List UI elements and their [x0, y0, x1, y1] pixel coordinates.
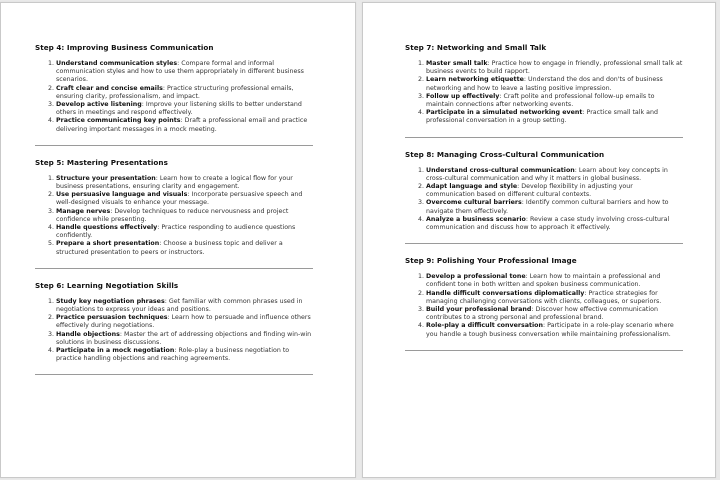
list-item — [56, 347, 313, 363]
item-text: : Develop techniques to reduce nervousness and project confidence while presenting. — [56, 207, 289, 223]
item-title: Use persuasive language and visuals — [56, 191, 188, 199]
item-text: : Learn about key concepts in cross-cultural communication and why it matters in global business. — [426, 166, 668, 182]
item-title: Develop a professional tone — [426, 273, 526, 281]
item-text: : Draft a professional email and practice delivering important messages in a mock meeting. — [56, 117, 308, 133]
page-right — [362, 2, 716, 478]
item-text: : Choose a business topic and deliver a structured presentation to peers or instructors. — [56, 240, 283, 256]
item-text: : Identify common cultural barriers and how to navigate them effectively. — [426, 199, 669, 215]
item-title: Practice communicating key points — [56, 117, 181, 125]
section-divider — [35, 268, 313, 269]
item-title: Understand communication styles — [56, 60, 178, 67]
item-text: : Incorporate persuasive speech and well-designed visuals to enhance your message. — [56, 191, 303, 207]
section-heading: Step 8: Managing Cross-Cultural Communication — [405, 149, 605, 159]
section-divider — [405, 350, 683, 351]
page-left — [0, 2, 356, 478]
section-heading: Step 7: Networking and Small Talk — [405, 43, 547, 52]
step-list — [35, 175, 313, 257]
item-title: Participate in a mock negotiation — [56, 347, 175, 355]
item-text: : Practice responding to audience questions confidently. — [56, 224, 296, 240]
section-step-4 — [35, 43, 313, 134]
section-step-5 — [35, 158, 313, 257]
item-title: Master small talk — [426, 60, 488, 67]
item-title: Learn networking etiquette — [426, 76, 524, 84]
list-item — [426, 273, 683, 289]
section-divider — [405, 137, 683, 138]
item-title: Practice persuasion techniques — [56, 314, 168, 322]
list-item — [56, 60, 313, 85]
item-title: Handle difficult conversations diplomatically — [426, 289, 585, 297]
item-text: : Craft polite and professional follow-up emails to maintain connections after networking events. — [426, 92, 655, 109]
item-text: : Get familiar with common phrases used in negotiations to express your ideas and positions. — [56, 297, 303, 314]
section-divider — [405, 243, 683, 244]
item-title: Role-play a difficult conversation — [426, 322, 543, 330]
item-text: : Role-play a business negotiation to practice handling objections and reaching agreements. — [56, 347, 290, 363]
step-list — [35, 60, 313, 134]
list-item — [426, 306, 683, 322]
list-item — [56, 298, 313, 314]
item-title: Analyze a business scenario — [426, 215, 526, 223]
item-text: : Develop flexibility in adjusting your communication based on different cultural contexts. — [426, 183, 633, 199]
item-text: : Understand the dos and don'ts of business networking and how to leave a lasting positive impression. — [426, 76, 663, 92]
section-heading: Step 5: Mastering Presentations — [35, 157, 168, 167]
section-heading: Step 6: Learning Negotiation Skills — [35, 280, 179, 290]
section-heading: Step 4: Improving Business Communication — [35, 43, 214, 52]
list-item — [56, 240, 313, 256]
item-title: Adapt language and style — [426, 183, 518, 191]
list-item — [426, 76, 683, 92]
list-item — [426, 167, 683, 183]
list-item — [56, 117, 313, 133]
section-heading: Step 9: Polishing Your Professional Image — [405, 256, 577, 266]
item-text: : Learn how to maintain a professional and confident tone in both written and spoken business communication. — [426, 273, 661, 289]
item-title: Participate in a simulated networking event — [426, 109, 583, 117]
list-item — [56, 314, 313, 330]
section-step-8 — [405, 150, 683, 233]
item-text: : Master the art of addressing objections and finding win-win solutions in business discussions. — [56, 330, 312, 346]
item-text: : Participate in a role-play scenario where you handle a tough business conversation while maintaining professionalism. — [426, 322, 674, 338]
item-title: Structure your presentation — [56, 174, 156, 182]
section-divider — [35, 374, 313, 375]
list-item — [426, 183, 683, 199]
item-title: Overcome cultural barriers — [426, 199, 522, 207]
item-title: Handle objections — [56, 330, 120, 338]
item-text: : Practice how to engage in friendly, professional small talk at business events to build rapport. — [426, 60, 683, 76]
item-text: : Practice structuring professional emails, ensuring clarity, professionalism, and impact. — [56, 84, 294, 100]
list-item — [426, 60, 683, 76]
item-text: : Learn how to persuade and influence others effectively during negotiations. — [56, 314, 311, 330]
item-text: : Discover how effective communication contributes to a strong personal and professional brand. — [426, 306, 658, 322]
item-text: : Practice small talk and professional conversation in a group setting. — [426, 109, 659, 125]
item-title: Handle questions effectively — [56, 224, 158, 232]
step-list — [405, 167, 683, 233]
item-text: : Learn how to create a logical flow for your business presentations, ensuring clarity and engagement. — [56, 174, 293, 191]
item-title: Manage nerves — [56, 207, 111, 215]
list-item — [426, 93, 683, 109]
section-step-7 — [405, 43, 683, 126]
list-item — [426, 290, 683, 306]
list-item — [426, 322, 683, 338]
step-list — [405, 273, 683, 339]
list-item — [56, 175, 313, 191]
step-list — [405, 60, 683, 126]
list-item — [56, 85, 313, 101]
list-item — [56, 191, 313, 207]
list-item — [56, 208, 313, 224]
list-item — [426, 199, 683, 215]
list-item — [426, 216, 683, 232]
step-list — [35, 298, 313, 364]
item-title: Understand cross-cultural communication — [426, 166, 575, 174]
section-step-6 — [35, 281, 313, 364]
item-title: Prepare a short presentation — [56, 240, 160, 248]
item-title: Craft clear and concise emails — [56, 84, 163, 92]
item-title: Develop active listening — [56, 101, 142, 109]
list-item — [56, 331, 313, 347]
section-step-9 — [405, 256, 683, 339]
list-item — [56, 101, 313, 117]
list-item — [426, 109, 683, 125]
item-text: : Review a case study involving cross-cultural communication and discuss how to approach it effectively. — [426, 215, 670, 232]
item-text: : Improve your listening skills to better understand others in meetings and respond effectively. — [56, 101, 302, 117]
item-title: Follow up effectively — [426, 92, 500, 100]
item-title: Build your professional brand — [426, 306, 532, 314]
item-text: : Compare formal and informal communication styles and how to use them appropriately in different business scenarios. — [56, 60, 304, 84]
item-text: : Practice strategies for managing challenging conversations with clients, colleagues, or superiors. — [426, 289, 662, 305]
list-item — [56, 224, 313, 240]
item-title: Study key negotiation phrases — [56, 297, 165, 305]
section-divider — [35, 145, 313, 146]
